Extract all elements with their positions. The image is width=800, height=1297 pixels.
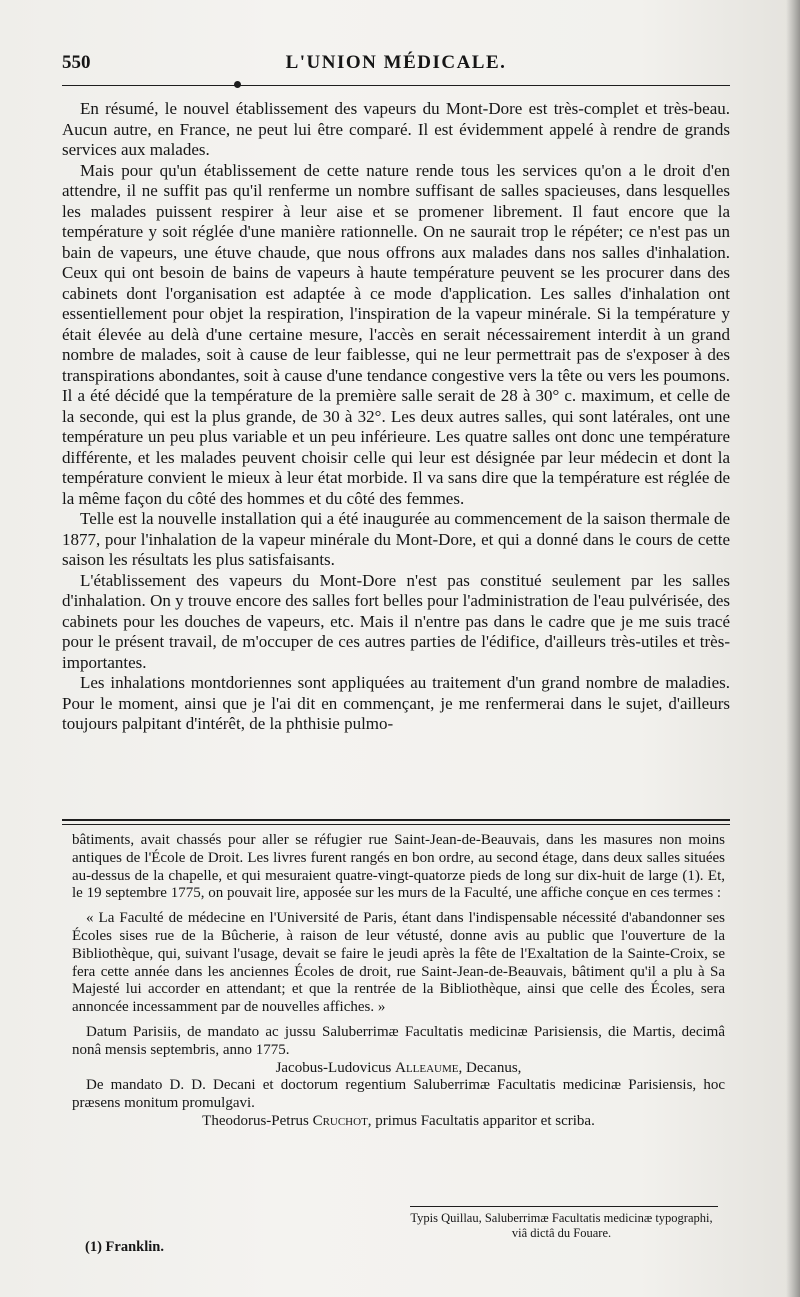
dean-title: , Decanus,	[458, 1059, 522, 1076]
header-rule	[62, 85, 730, 86]
feuilleton-notice: « La Faculté de médecine en l'Université de Paris, étant dans l'indispensable nécessité d'abandonner ses Écoles sises rue de la Bûcherie, à raison de leur vétusté, donne avis au public que l'ouverture de la Bibliothèque, qui, suivant l'usage, devait se faire le jeudi après la fête de l'Exaltation de la Sainte-Croix, se fera cette année dans les anciennes Écoles de droit, rue Saint-Jean-de-Beauvais, bâtiment qu'il a plu à Sa Majesté lui accorder en attendant; et que la rentrée de la Bibliothèque, ainsi que celle des Écoles, sera annoncée incessamment par de nouvelles affiches. »	[72, 910, 725, 1016]
footnote: (1) Franklin.	[85, 1239, 164, 1255]
dean-surname: Alleaume	[395, 1059, 459, 1076]
apparitor-title: , primus Facultatis apparitor et scriba.	[367, 1112, 595, 1129]
body-paragraph: Telle est la nouvelle installation qui a été inaugurée au commencement de la saison thermale de 1877, pour l'inhalation de la vapeur minérale du Mont-Dore, et qui a donné dans le cours de cette saison les résultats les plus satisfaisants.	[62, 509, 730, 569]
feuilleton-separator	[62, 819, 730, 825]
article-body	[62, 99, 730, 735]
printer-note: Typis Quillau, Saluberrimæ Facultatis medicinæ typographi, viâ dictâ du Fouare.	[410, 1211, 713, 1240]
body-paragraph: En résumé, le nouvel établissement des vapeurs du Mont-Dore est très-complet et très-beau. Aucun autre, en France, ne peut lui être comparé. Il est évidemment appelé à rendre de grands services aux malades.	[62, 99, 730, 159]
apparitor-surname: Cruchot	[312, 1112, 368, 1129]
body-paragraph: Les inhalations montdoriennes sont appliquées au traitement d'un grand nombre de maladies. Pour le moment, ainsi que je l'ai dit en commençant, je me renfermerai dans le sujet, d'ailleurs toujours palpitant d'intérêt, de la phthisie pulmo-	[62, 673, 730, 733]
body-paragraph: L'établissement des vapeurs du Mont-Dore n'est pas constitué seulement par les salles d'inhalation. On y trouve encore des salles fort belles pour l'administration de l'eau pulvérisée, des cabinets pour les douches de vapeurs, etc. Mais il n'entre pas dans le cadre que je me suis tracé pour le présent travail, de m'occuper de ces autres parties de l'édifice, d'ailleurs très-utiles et très-importantes.	[62, 570, 730, 672]
apparitor-signature	[72, 1113, 725, 1131]
dean-signature	[72, 1060, 725, 1078]
feuilleton-intro: bâtiments, avait chassés pour aller se réfugier rue Saint-Jean-de-Beauvais, dans les masures non moins antiques de l'École de Droit. Les livres furent rangés en bon ordre, au second étage, dans deux salles situées au-dessus de la chapelle, et qui mesuraient quatre-vingt-quatorze pieds de long sur dix-huit de large (1). Et, le 19 septembre 1775, on pouvait lire, apposée sur les murs de la Faculté, une affiche conçue en ces termes :	[72, 832, 725, 902]
page-header	[62, 52, 730, 92]
body-paragraph: Mais pour qu'un établissement de cette nature rende tous les services qu'on a le droit d'en attendre, il ne suffit pas qu'il renferme un nombre suffisant de salles spacieuses, dans lesquelles les malades puissent respirer à leur aise et se promener librement. Il faut encore que la température y soit réglée d'une manière rationnelle. On ne saurait trop le répéter; ce n'est pas un bain de vapeurs, une étuve chaude, que nous offrons aux malades dans nos salles d'inhalation. Ceux qui ont besoin de bains de vapeurs à haute température peuvent se les procurer dans des cabinets dont l'organisation est adaptée à ce mode d'application. Les salles d'inhalation ont essentiellement pour objet la respiration, l'inspiration de la vapeur minérale. Si la température y était élevée au delà d'une certaine mesure, l'accès en serait nécessairement interdit à un grand nombre de malades, soit à cause de leur faiblesse, qui ne leur permettrait pas de s'exposer à des transpirations abondantes, soit à cause d'une tendance congestive vers la tête ou vers les poumons. Il a été décidé que la température de la première salle serait de 28 à 30° c. maximum, et celle de la seconde, qui est la plus grande, de 30 à 32°. Les deux autres salles, qui sont latérales, ont une température un peu plus variable et un peu inférieure. Les quatre salles ont donc une température différente, et les malades peuvent choisir celle qui leur est désignée par leur médecin et dont la température convient le mieux à leur état morbide. Il va sans dire que la température est réglée de la même façon du côté des hommes et du côté des femmes.	[62, 160, 730, 508]
feuilleton-section	[72, 832, 725, 1131]
page-number: 550	[62, 52, 91, 73]
running-title: L'UNION MÉDICALE.	[285, 52, 507, 73]
feuilleton-datum: Datum Parisiis, de mandato ac jussu Saluberrimæ Facultatis medicinæ Parisiensis, die Martis, decimâ nonâ mensis septembris, anno 1775.	[72, 1023, 725, 1058]
apparitor-name: Theodorus-Petrus	[202, 1112, 309, 1129]
feuilleton-mandate: De mandato D. D. Decani et doctorum regentium Saluberrimæ Facultatis medicinæ Parisiensis, hoc præsens monitum promulgavi.	[72, 1077, 725, 1112]
header-rule-ornament	[234, 81, 241, 88]
dean-name: Jacobus-Ludovicus	[275, 1059, 392, 1076]
printer-note-rule	[410, 1206, 718, 1207]
book-spine-shadow	[786, 0, 800, 1297]
